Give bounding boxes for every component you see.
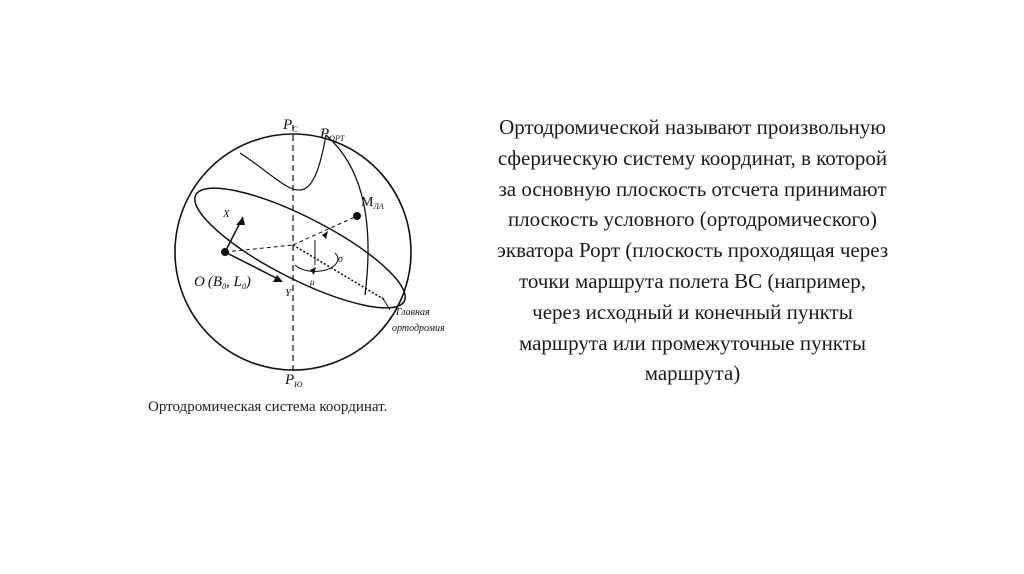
label-m: $M_{ЛА}$ (361, 195, 384, 211)
x-arrow-head (236, 217, 245, 225)
definition-paragraph: Ортодромической называют произвольную сферическую систему координат, в которой за основную плоскость отсчета принимают плоскость условного (ортодромического) экватора Рорт (плоскость проходящая через точки маршрута полета ВС (например, через исходный и конечный пункты маршрута или промежуточные пункты маршрута) (496, 115, 889, 386)
label-p-north: $P_C$ (283, 117, 298, 134)
label-main-ortho-2: ортодромия (392, 323, 445, 334)
point-m (353, 212, 361, 220)
y-arrow-head (273, 275, 283, 282)
label-sigma: σ (338, 254, 343, 265)
meridian-curve-2 (240, 135, 326, 190)
orthodromic-equator (182, 167, 419, 328)
label-main-ortho-1: Главная (396, 307, 430, 318)
diagram-svg (150, 105, 480, 405)
dashed-center-m (293, 216, 357, 245)
label-y: Y (285, 287, 292, 299)
figure-caption: Ортодромическая система координат. (148, 399, 388, 415)
arrow-head-1 (322, 231, 328, 239)
label-origin: O ($B_0$, $L_0$) (194, 274, 251, 291)
dashed-o-center (225, 245, 293, 252)
label-p-south: $P_Ю$ (285, 372, 303, 389)
orthodromic-diagram (150, 105, 480, 435)
meridian-curve (326, 135, 368, 295)
label-p-ort: $P_{ОРТ}$ (320, 126, 345, 143)
label-x: X (223, 208, 230, 220)
label-mu: μ (310, 277, 315, 287)
